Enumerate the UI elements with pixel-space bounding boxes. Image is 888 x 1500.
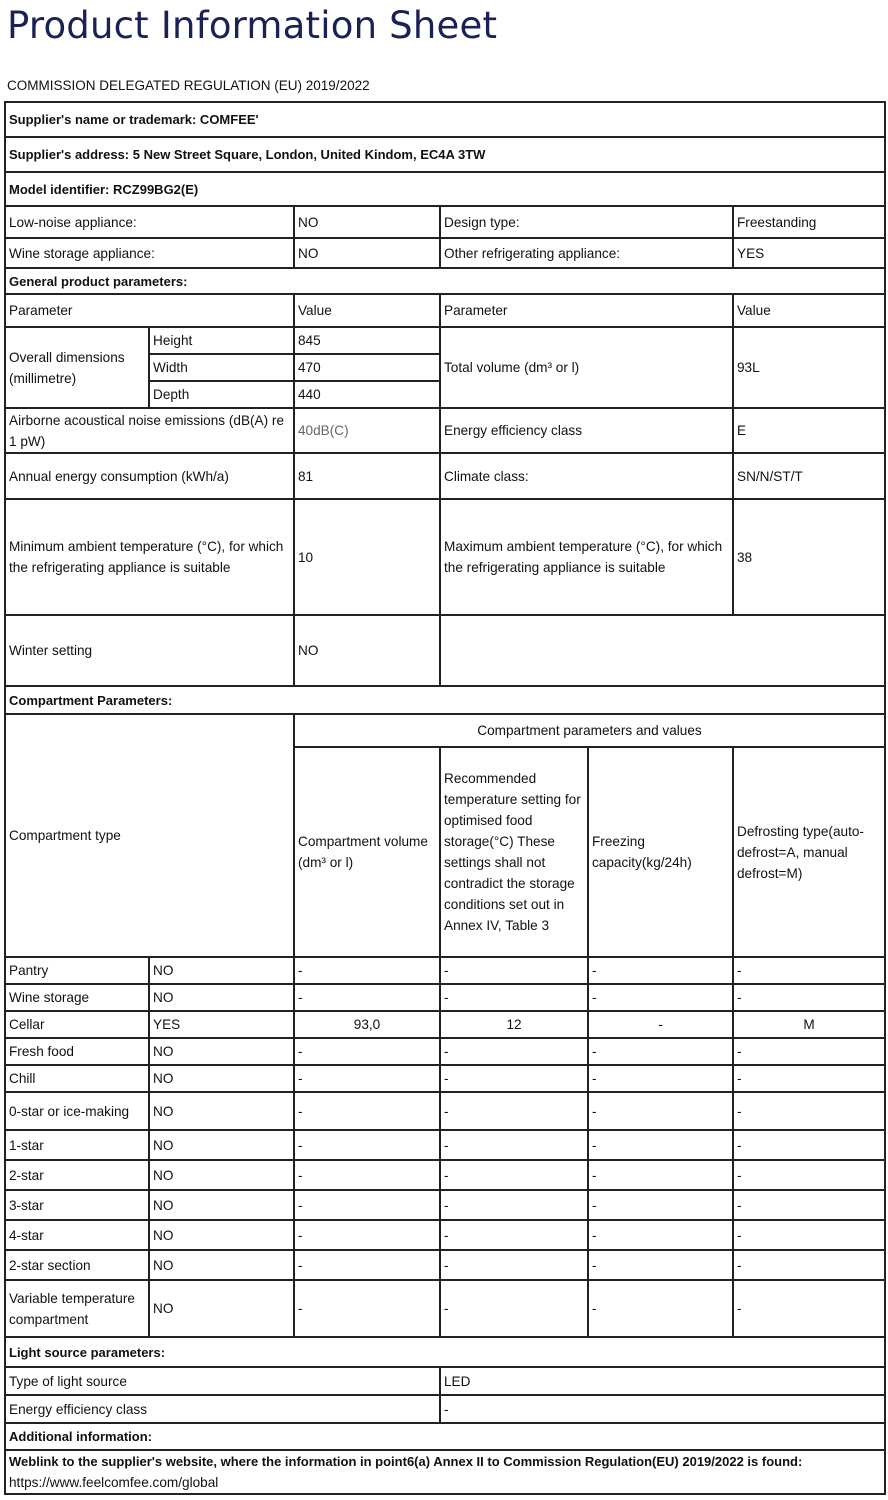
total-volume-label: Total volume (dm³ or l)	[440, 327, 733, 408]
value-header: Value	[294, 294, 440, 327]
compartment-row	[5, 1220, 885, 1250]
compartment-temp: -	[440, 1130, 588, 1160]
weblink-url[interactable]: https://www.feelcomfee.com/global	[9, 1475, 219, 1490]
light-class-value: -	[440, 1395, 885, 1423]
light-type-value: LED	[440, 1367, 885, 1395]
general-heading: General product parameters:	[5, 268, 885, 294]
empty-cell	[440, 615, 885, 686]
compartment-defrost: -	[733, 984, 885, 1011]
compartment-temp: 12	[440, 1011, 588, 1038]
compartment-type: 2-star	[5, 1160, 149, 1190]
compartment-type: Fresh food	[5, 1038, 149, 1065]
compartment-row	[5, 984, 885, 1011]
compartment-present: NO	[149, 1250, 294, 1280]
compartment-row	[5, 1065, 885, 1092]
col-defrost-header: Defrosting type(auto-defrost=A, manual defrost=M)	[733, 747, 885, 957]
compartment-row	[5, 957, 885, 984]
compartment-freezing: -	[588, 1065, 733, 1092]
compartment-defrost: -	[733, 1190, 885, 1220]
compartment-volume: -	[294, 1092, 440, 1130]
compartment-defrost: -	[733, 1280, 885, 1337]
width-label: Width	[149, 354, 294, 381]
compartment-row	[5, 1280, 885, 1337]
compartment-present: NO	[149, 1130, 294, 1160]
compartment-freezing: -	[588, 984, 733, 1011]
compartment-volume: -	[294, 1130, 440, 1160]
low-noise-label: Low-noise appliance:	[5, 206, 294, 238]
compartment-type: Cellar	[5, 1011, 149, 1038]
compartment-present: NO	[149, 1220, 294, 1250]
width-value: 470	[294, 354, 440, 381]
compartment-values-header: Compartment parameters and values	[294, 714, 885, 747]
compartment-type: 1-star	[5, 1130, 149, 1160]
climate-value: SN/N/ST/T	[733, 453, 885, 499]
compartment-heading: Compartment Parameters:	[5, 686, 885, 714]
compartment-present: NO	[149, 984, 294, 1011]
col-volume-header: Compartment volume (dm³ or l)	[294, 747, 440, 957]
compartment-volume: -	[294, 1280, 440, 1337]
compartment-present: NO	[149, 1190, 294, 1220]
compartment-volume: -	[294, 1160, 440, 1190]
depth-label: Depth	[149, 381, 294, 408]
max-temp-value: 38	[733, 499, 885, 615]
compartment-freezing: -	[588, 1280, 733, 1337]
weblink-label: Weblink to the supplier's website, where the information in point6(a) Annex II to Commission Regulation(EU) 2019/2022 is found:	[9, 1454, 803, 1469]
compartment-temp: -	[440, 1092, 588, 1130]
compartment-temp: -	[440, 1220, 588, 1250]
compartment-freezing: -	[588, 1011, 733, 1038]
compartment-defrost: -	[733, 957, 885, 984]
compartment-volume: -	[294, 1038, 440, 1065]
compartment-volume: -	[294, 1250, 440, 1280]
compartment-defrost: -	[733, 1092, 885, 1130]
total-volume-value: 93L	[733, 327, 885, 408]
additional-heading: Additional information:	[5, 1423, 885, 1450]
compartment-type: Pantry	[5, 957, 149, 984]
annual-energy-value: 81	[294, 453, 440, 499]
compartment-type: 2-star section	[5, 1250, 149, 1280]
light-class-label: Energy efficiency class	[5, 1395, 440, 1423]
compartment-row	[5, 1190, 885, 1220]
compartment-present: NO	[149, 957, 294, 984]
compartment-row	[5, 1038, 885, 1065]
wine-storage-label: Wine storage appliance:	[5, 238, 294, 268]
compartment-type: Variable temperature compartment	[5, 1280, 149, 1337]
compartment-defrost: -	[733, 1220, 885, 1250]
compartment-volume: -	[294, 984, 440, 1011]
annual-energy-label: Annual energy consumption (kWh/a)	[5, 453, 294, 499]
compartment-present: YES	[149, 1011, 294, 1038]
dimensions-label: Overall dimensions (millimetre)	[5, 327, 149, 408]
compartment-volume: -	[294, 1065, 440, 1092]
light-heading: Light source parameters:	[5, 1337, 885, 1367]
design-type-label: Design type:	[440, 206, 733, 238]
compartment-defrost: -	[733, 1065, 885, 1092]
param-header: Parameter	[5, 294, 294, 327]
compartment-present: NO	[149, 1038, 294, 1065]
winter-value: NO	[294, 615, 440, 686]
compartment-volume: -	[294, 1190, 440, 1220]
noise-value: 40dB(C)	[294, 408, 440, 453]
compartment-present: NO	[149, 1092, 294, 1130]
compartment-defrost: -	[733, 1250, 885, 1280]
compartment-row	[5, 1160, 885, 1190]
param-header-2: Parameter	[440, 294, 733, 327]
other-refrig-label: Other refrigerating appliance:	[440, 238, 733, 268]
compartment-temp: -	[440, 1190, 588, 1220]
compartment-type-header: Compartment type	[5, 714, 294, 957]
energy-class-label: Energy efficiency class	[440, 408, 733, 453]
compartment-type: Chill	[5, 1065, 149, 1092]
winter-label: Winter setting	[5, 615, 294, 686]
climate-label: Climate class:	[440, 453, 733, 499]
height-value: 845	[294, 327, 440, 354]
compartment-temp: -	[440, 984, 588, 1011]
compartment-row	[5, 1011, 885, 1038]
compartment-freezing: -	[588, 1250, 733, 1280]
compartment-type: 3-star	[5, 1190, 149, 1220]
compartment-temp: -	[440, 957, 588, 984]
supplier-address: Supplier's address: 5 New Street Square, London, United Kindom, EC4A 3TW	[5, 137, 885, 172]
depth-value: 440	[294, 381, 440, 408]
compartment-type: 4-star	[5, 1220, 149, 1250]
value-header-2: Value	[733, 294, 885, 327]
compartment-row	[5, 1092, 885, 1130]
compartment-freezing: -	[588, 957, 733, 984]
energy-class-value: E	[733, 408, 885, 453]
min-temp-label: Minimum ambient temperature (°C), for which the refrigerating appliance is suitable	[5, 499, 294, 615]
compartment-freezing: -	[588, 1038, 733, 1065]
min-temp-value: 10	[294, 499, 440, 615]
height-label: Height	[149, 327, 294, 354]
compartment-present: NO	[149, 1065, 294, 1092]
page-title: Product Information Sheet	[7, 4, 498, 47]
wine-storage-value: NO	[294, 238, 440, 268]
product-info-table	[4, 101, 886, 1495]
compartment-freezing: -	[588, 1160, 733, 1190]
compartment-present: NO	[149, 1160, 294, 1190]
compartment-defrost: -	[733, 1160, 885, 1190]
supplier-name: Supplier's name or trademark: COMFEE'	[5, 102, 885, 137]
low-noise-value: NO	[294, 206, 440, 238]
compartment-freezing: -	[588, 1220, 733, 1250]
compartment-freezing: -	[588, 1190, 733, 1220]
weblink-cell	[5, 1450, 885, 1494]
compartment-volume: 93,0	[294, 1011, 440, 1038]
compartment-freezing: -	[588, 1130, 733, 1160]
compartment-temp: -	[440, 1280, 588, 1337]
compartment-row	[5, 1250, 885, 1280]
light-type-label: Type of light source	[5, 1367, 440, 1395]
compartment-volume: -	[294, 957, 440, 984]
other-refrig-value: YES	[733, 238, 885, 268]
compartment-row	[5, 1130, 885, 1160]
max-temp-label: Maximum ambient temperature (°C), for which the refrigerating appliance is suitable	[440, 499, 733, 615]
col-temp-header: Recommended temperature setting for optimised food storage(°C) These settings shall not contradict the storage conditions set out in Annex IV, Table 3	[440, 747, 588, 957]
compartment-type: Wine storage	[5, 984, 149, 1011]
compartment-defrost: M	[733, 1011, 885, 1038]
design-type-value: Freestanding	[733, 206, 885, 238]
compartment-temp: -	[440, 1250, 588, 1280]
col-freezing-header: Freezing capacity(kg/24h)	[588, 747, 733, 957]
compartment-freezing: -	[588, 1092, 733, 1130]
compartment-temp: -	[440, 1160, 588, 1190]
compartment-defrost: -	[733, 1130, 885, 1160]
compartment-volume: -	[294, 1220, 440, 1250]
regulation-text: COMMISSION DELEGATED REGULATION (EU) 2019/2022	[7, 78, 370, 93]
compartment-temp: -	[440, 1038, 588, 1065]
compartment-present: NO	[149, 1280, 294, 1337]
compartment-type: 0-star or ice-making	[5, 1092, 149, 1130]
noise-label: Airborne acoustical noise emissions (dB(A) re 1 pW)	[5, 408, 294, 453]
model-identifier: Model identifier: RCZ99BG2(E)	[5, 172, 885, 206]
compartment-defrost: -	[733, 1038, 885, 1065]
compartment-temp: -	[440, 1065, 588, 1092]
